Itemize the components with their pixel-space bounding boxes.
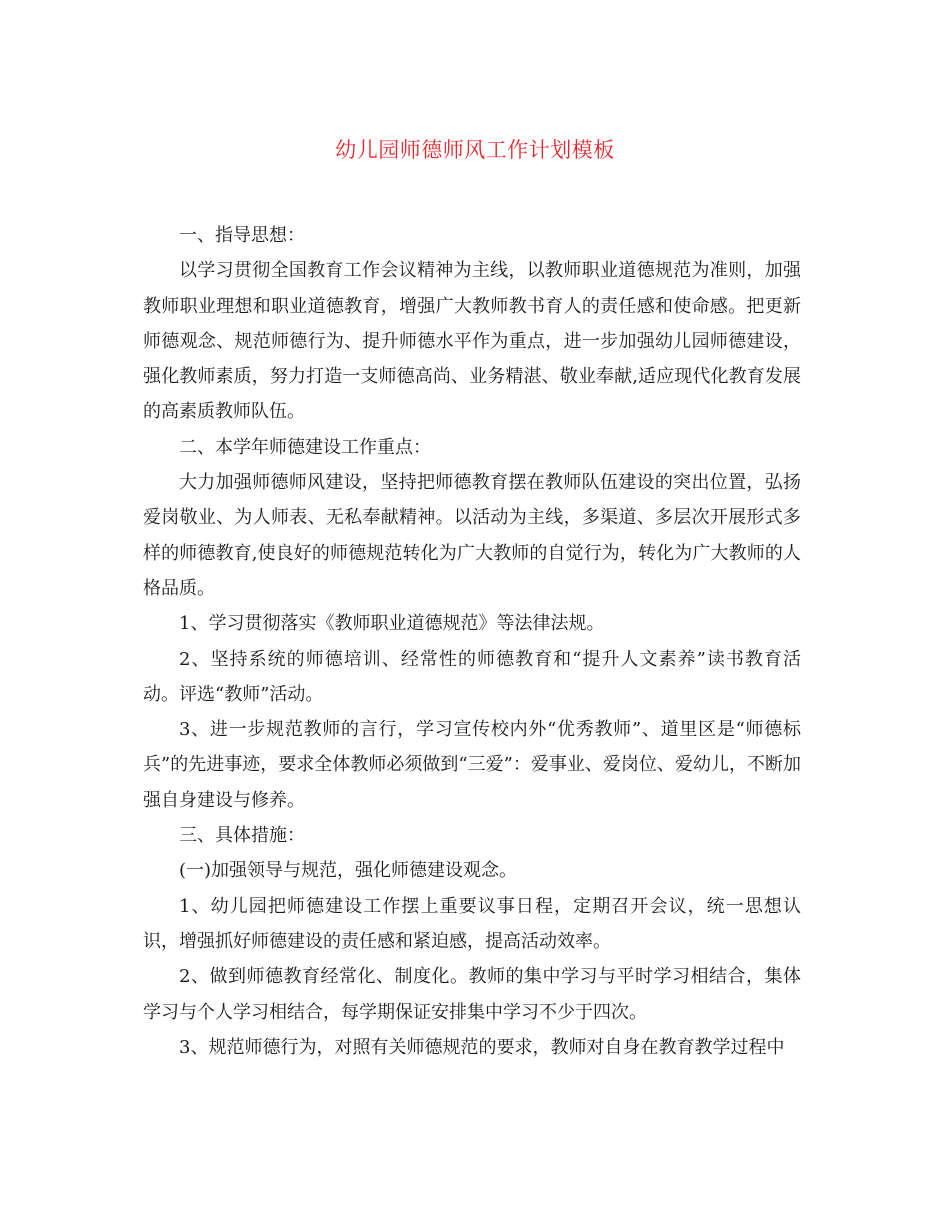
paragraph: 1、幼儿园把师德建设工作摆上重要议事日程，定期召开会议，统一思想认识，增强抓好师德建设的责任感和紧迫感，提高活动效率。 <box>143 895 801 952</box>
paragraph: 3、规范师德行为，对照有关师德规范的要求，教师对自身在教育教学过程中 <box>179 1036 785 1058</box>
document-title: 幼儿园师德师风工作计划模板 <box>335 138 615 162</box>
paragraph: 2、做到师德教育经常化、制度化。教师的集中学习与平时学习相结合，集体学习与个人学习相结合，每学期保证安排集中学习不少于四次。 <box>143 966 801 1023</box>
section-heading: 三、具体措施： <box>179 825 305 847</box>
section-heading: 二、本学年师德建设工作重点： <box>179 436 431 458</box>
paragraph: 以学习贯彻全国教育工作会议精神为主线，以教师职业道德规范为准则，加强教师职业理想和职业道德教育，增强广大教师教书育人的责任感和使命感。把更新师德观念、规范师德行为、提升师德水平作为重点，进一步加强幼儿园师德建设，强化教师素质，努力打造一支师德高尚、业务精湛、敬业奉献,适应现代化教育发展的高素质教师队伍。 <box>143 260 801 423</box>
paragraph: 1、学习贯彻落实《教师职业道德规范》等法律法规。 <box>179 613 605 635</box>
paragraph: 3、进一步规范教师的言行，学习宣传校内外“优秀教师”、道里区是“师德标兵”的先进事迹，要求全体教师必须做到“三爱”：爱事业、爱岗位、爱幼儿，不断加强自身建设与修养。 <box>143 719 801 811</box>
subsection-heading: (一)加强领导与规范，强化师德建设观念。 <box>179 860 518 882</box>
paragraph: 大力加强师德师风建设，坚持把师德教育摆在教师队伍建设的突出位置，弘扬爱岗敬业、为人师表、无私奉献精神。以活动为主线，多渠道、多层次开展形式多样的师德教育,使良好的师德规范转化为广大教师的自觉行为，转化为广大教师的人格品质。 <box>143 472 801 599</box>
document-body <box>143 218 801 1065</box>
section-heading: 一、指导思想： <box>179 225 305 246</box>
paragraph: 2、坚持系统的师德培训、经常性的师德教育和“提升人文素养”读书教育活动。评选“教师”活动。 <box>143 648 801 705</box>
